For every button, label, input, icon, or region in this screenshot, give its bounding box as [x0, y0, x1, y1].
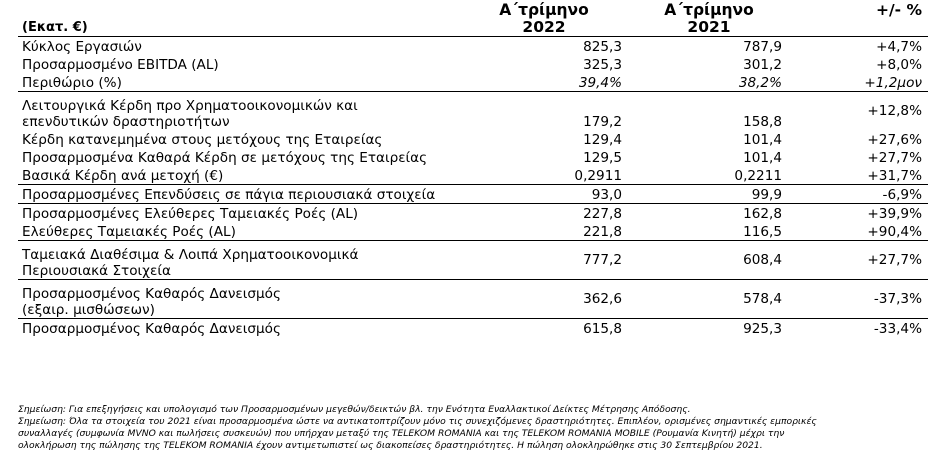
- value-2022: 615,8: [458, 319, 628, 338]
- row-label: Κέρδη κατανεμημένα στους μετόχους της Εταιρείας: [22, 132, 383, 148]
- footnote-line: Σημείωση: Όλα τα στοιχεία του 2021 είναι προσαρμοσμένα ώστε να αντικατοπτρίζουν μόνο τις συνεχιζόμενες δραστηριότητες. Επιπλέον, ορισμένες σημαντικές εμπορικές: [18, 416, 817, 427]
- row-label: [18, 241, 458, 280]
- row-label: [18, 92, 458, 131]
- value-2022: 0,2911: [574, 168, 622, 184]
- value-change: -6,9%: [788, 185, 928, 204]
- header-col-2022-line1: Α΄τρίμηνο: [499, 2, 589, 19]
- value-2021: 787,9: [628, 37, 788, 56]
- value-change: +31,7%: [867, 168, 922, 184]
- value-change: +27,7%: [867, 150, 922, 166]
- value-2022: 39,4%: [578, 75, 622, 91]
- value-change: -33,4%: [788, 319, 928, 338]
- footnote-line: συναλλαγές (συμφωνία MVNO και πωλήσεις συσκευών) που υπήρχαν μεταξύ της TELEKOM ROMANIA και της TELEKOM ROMANIA MOBILE (Ρουμανία Κινητή) μέχρι την: [18, 428, 785, 439]
- header-col-2021-line2: 2021: [687, 19, 731, 36]
- table-row: [18, 185, 928, 204]
- header-change-spacer: [788, 19, 928, 37]
- row-label-line2: (εξαιρ. μισθώσεων): [22, 302, 155, 318]
- row-label: Προσαρμοσμένο EBITDA (AL): [22, 57, 219, 73]
- value-2021: 101,4: [743, 132, 782, 148]
- header-row-2: [18, 19, 928, 37]
- value-change: +4,7%: [788, 37, 928, 56]
- row-label-line2: επενδυτικών δραστηριοτήτων: [22, 114, 230, 130]
- financial-table: [18, 2, 928, 337]
- table-row: [18, 55, 928, 73]
- table-row: [18, 204, 928, 223]
- value-2021: 608,4: [628, 241, 788, 280]
- value-change: +27,6%: [867, 132, 922, 148]
- row-label-line2: Περιουσιακά Στοιχεία: [22, 263, 171, 279]
- table-row: [18, 37, 928, 56]
- row-label: [18, 280, 458, 319]
- table-row: [18, 222, 928, 241]
- row-label-line1: Λειτουργικά Κέρδη προ Χρηματοοικονομικών και: [22, 98, 358, 114]
- value-2021: 162,8: [628, 204, 788, 223]
- table-row: [18, 73, 928, 92]
- value-2022: 93,0: [458, 185, 628, 204]
- table-row: [18, 92, 928, 131]
- value-change: +8,0%: [876, 57, 922, 73]
- footnote-line: ολοκλήρωση της πώλησης της TELEKOM ROMANIA έχουν αντιμετωπιστεί ως διακοπείσες δραστηριότητες. Η πώληση ολοκληρώθηκε στις 30 Σεπτεμβρίου 2021.: [18, 440, 763, 451]
- table-row: [18, 280, 928, 319]
- row-label-line1: Προσαρμοσμένος Καθαρός Δανεισμός: [22, 286, 281, 302]
- value-2022: 325,3: [583, 57, 622, 73]
- header-row-1: [18, 2, 928, 19]
- row-label: Κύκλος Εργασιών: [18, 37, 458, 56]
- row-label: Προσαρμοσμένα Καθαρά Κέρδη σε μετόχους της Εταιρείας: [22, 150, 428, 166]
- value-2022: 777,2: [458, 241, 628, 280]
- value-2021: 158,8: [628, 92, 788, 131]
- value-change: -37,3%: [788, 280, 928, 319]
- value-change: +27,7%: [788, 241, 928, 280]
- row-label: Περιθώριο (%): [22, 75, 122, 91]
- table-row: [18, 130, 928, 148]
- value-2022: 129,5: [583, 150, 622, 166]
- value-2022: 221,8: [583, 224, 622, 240]
- value-2022: 179,2: [458, 92, 628, 131]
- value-2021: 99,9: [628, 185, 788, 204]
- value-change: +90,4%: [867, 224, 922, 240]
- value-change: +1,2μον: [864, 75, 922, 91]
- table-row: [18, 319, 928, 338]
- footnotes: [18, 404, 923, 452]
- value-2021: 578,4: [628, 280, 788, 319]
- header-col-change: +/- %: [875, 2, 922, 19]
- value-2021: 116,5: [743, 224, 782, 240]
- value-2022: 362,6: [458, 280, 628, 319]
- value-change: +12,8%: [788, 92, 928, 131]
- row-label-line1: Ταμειακά Διαθέσιμα & Λοιπά Χρηματοοικονομικά: [22, 247, 359, 263]
- row-label: Προσαρμοσμένες Ελεύθερες Ταμειακές Ροές (AL): [18, 204, 458, 223]
- row-label: Προσαρμοσμένος Καθαρός Δανεισμός: [18, 319, 458, 338]
- value-2022: 825,3: [458, 37, 628, 56]
- table-row: [18, 241, 928, 280]
- header-col-2022-line2: 2022: [522, 19, 566, 36]
- value-change: +39,9%: [788, 204, 928, 223]
- value-2021: 101,4: [743, 150, 782, 166]
- table-row: [18, 148, 928, 166]
- row-label: Προσαρμοσμένες Επενδύσεις σε πάγια περιουσιακά στοιχεία: [18, 185, 458, 204]
- value-2021: 38,2%: [738, 75, 782, 91]
- header-col-2021-line1: Α΄τρίμηνο: [664, 2, 754, 19]
- value-2022: 227,8: [458, 204, 628, 223]
- table-row: [18, 166, 928, 185]
- value-2022: 129,4: [583, 132, 622, 148]
- header-spacer: [18, 2, 458, 19]
- footnote-line: Σημείωση: Για επεξηγήσεις και υπολογισμό των Προσαρμοσμένων μεγεθών/δεικτών βλ. την Ενότητα Εναλλακτικοί Δείκτες Μέτρησης Απόδοσης.: [18, 404, 691, 415]
- row-label: Βασικά Κέρδη ανά μετοχή (€): [22, 168, 224, 184]
- value-2021: 0,2211: [734, 168, 782, 184]
- value-2021: 925,3: [628, 319, 788, 338]
- value-2021: 301,2: [743, 57, 782, 73]
- row-label: Ελεύθερες Ταμειακές Ροές (AL): [22, 224, 236, 240]
- unit-label: (Εκατ. €): [22, 20, 88, 35]
